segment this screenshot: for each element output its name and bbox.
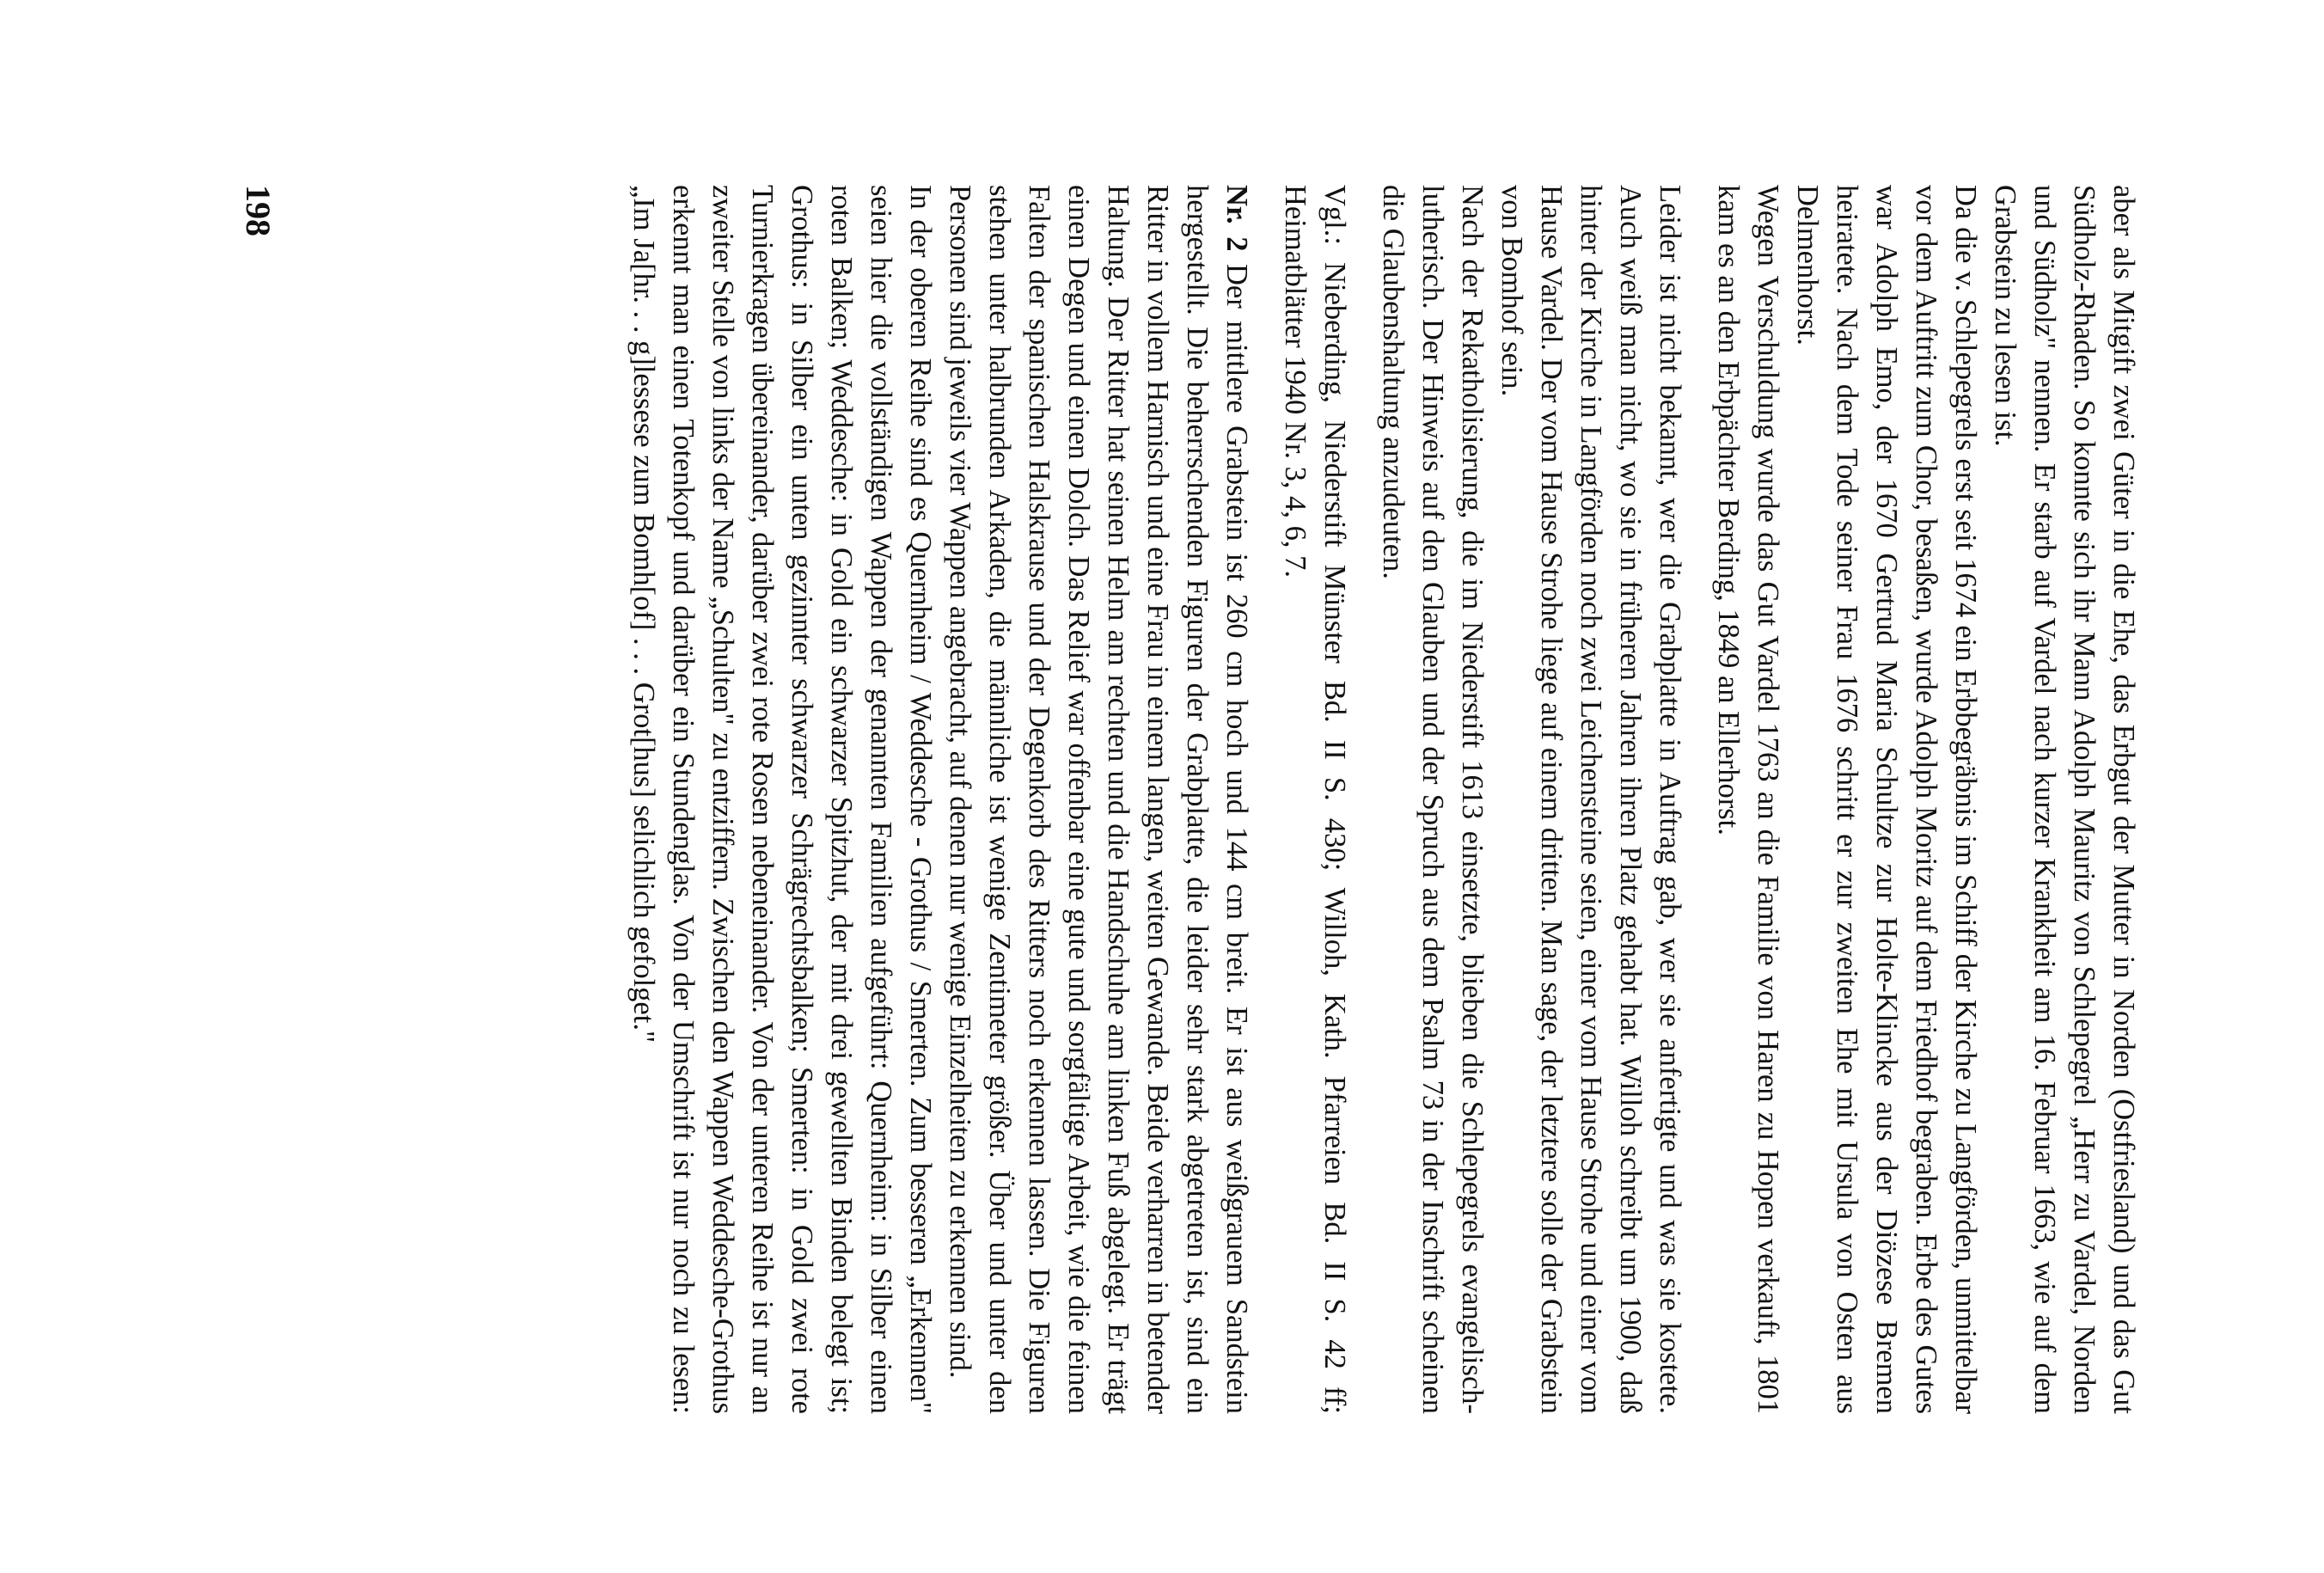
entry-number-label: Nr. 2 [1220, 185, 1253, 252]
paragraph-verschuldung: Wegen Verschuldung wurde das Gut Vardel 1763 an die Familie von Haren zu Hopen verkauft, 1801 kam es an den Erbpächter Berding, 1849 an Ellerhorst. [1712, 185, 1784, 1414]
paragraph-erbbegraebnis: Da die v. Schlepegrels erst seit 1674 ein Erbbegräbnis im Schiff der Kirche zu Langförden, unmittelbar vor dem Auftritt zum Chor, besaßen, wurde Adolph Moritz auf dem Friedhof begraben. Erbe des Gutes war Adolph Emo, der 1670 Gertrud Maria Schultze zur Holte-Klincke aus der Diözese Bremen heiratete. Nach dem Tode seiner Frau 1676 schritt er zur zweiten Ehe mit Ursula von Osten aus Delmenhorst. [1791, 185, 1982, 1414]
body-text [624, 185, 2144, 1414]
paragraph-literatur: Vgl.: Nieberding, Niederstift Münster Bd. II S. 430; Willoh, Kath. Pfarreien Bd. II S. 42 ff; Heimatblätter 1940 Nr. 3, 4, 6, 7. [1279, 185, 1351, 1414]
paragraph-grabplatte-auftrag: Leider ist nicht bekannt, wer die Grabplatte in Auftrag gab, wer sie anfertigte und was sie kostete. Auch weiß man nicht, wo sie in früheren Jahren ihren Platz gehabt hat. Willoh schreibt um 1900, daß hinter der Kirche in Langförden noch zwei Leichensteine seien, einer vom Hause Strohe und einer vom Hause Vardel. Der vom Hause Strohe liege auf einem dritten. Man sage, der letztere solle der Grabstein von Bomhof sein. [1495, 185, 1686, 1414]
page-number: 198 [239, 185, 278, 236]
paragraph-wappen: In der oberen Reihe sind es Quernheim / Weddesche - Grothus / Smerten. Zum besseren „Erkennen" seien hier die vollständigen Wappen der genannten Familien aufgeführt: Quernheim: in Silber einen roten Balken; Weddesche: in Gold ein schwarzer Spitzhut, der mit drei gewellten Binden belegt ist; Grothus: in Silber ein unten gezinnter schwarzer Schrägrechtsbalken; Smerten: in Gold zwei rote Turnierkragen übereinander, darüber zwei rote Rosen nebeneinander. Von der unteren Reihe ist nur an zweiter Stelle von links der Name „Schulten" zu entziffern. Zwischen den Wappen Weddesche-Grothus erkennt man einen Totenkopf und darüber ein Stundenglas. Von der Umschrift ist nur noch zu lesen: „Im Ja[hr. . . g]lessese zum Bomh[of] . . . Grot[hus] selichlich gefolget." [627, 185, 937, 1414]
paragraph-mitgift: aber als Mitgift zwei Güter in die Ehe, das Erbgut der Mutter in Norden (Ostfriesland) und das Gut Südholz-Rhaden. So konnte sich ihr Mann Adolph Mauritz von Schlepegrel „Herr zu Vardel, Norden und Südholz" nennen. Er starb auf Vardel nach kurzer Krankheit am 16. Februar 1663, wie auf dem Grabstein zu lesen ist. [1989, 185, 2140, 1414]
paragraph-rekatholisierung: Nach der Rekatholisierung, die im Niederstift 1613 einsetzte, blieben die Schlepegrels evangelisch-lutherisch. Der Hinweis auf den Glauben und der Spruch aus dem Psalm 73 in der Inschrift scheinen die Glaubenshaltung anzudeuten. [1377, 185, 1489, 1414]
paragraph-nr-2 [940, 185, 1257, 1414]
paragraph-nr-2-text: Der mittlere Grabstein ist 260 cm hoch und 144 cm breit. Er ist aus weißgrauem Sandstein hergestellt. Die beherrschenden Figuren der Grabplatte, die leider sehr stark abgetreten ist, sind ein Ritter in vollem Harnisch und eine Frau in einem langen, weiten Gewande. Beide verharren in betender Haltung. Der Ritter hat seinen Helm am rechten und die Handschuhe am linken Fuß abgelegt. Er trägt einen Degen und einen Dolch. Das Relief war offenbar eine gute und sorgfältige Arbeit, wie die feinen Falten der spanischen Halskrause und der Degenkorb des Ritters noch erkennen lassen. Die Figuren stehen unter halbrunden Arkaden, die männliche ist wenige Zentimeter größer. Über und unter den Personen sind jeweils vier Wappen angebracht, auf denen nur wenige Einzelheiten zu erkennen sind. [944, 185, 1253, 1415]
